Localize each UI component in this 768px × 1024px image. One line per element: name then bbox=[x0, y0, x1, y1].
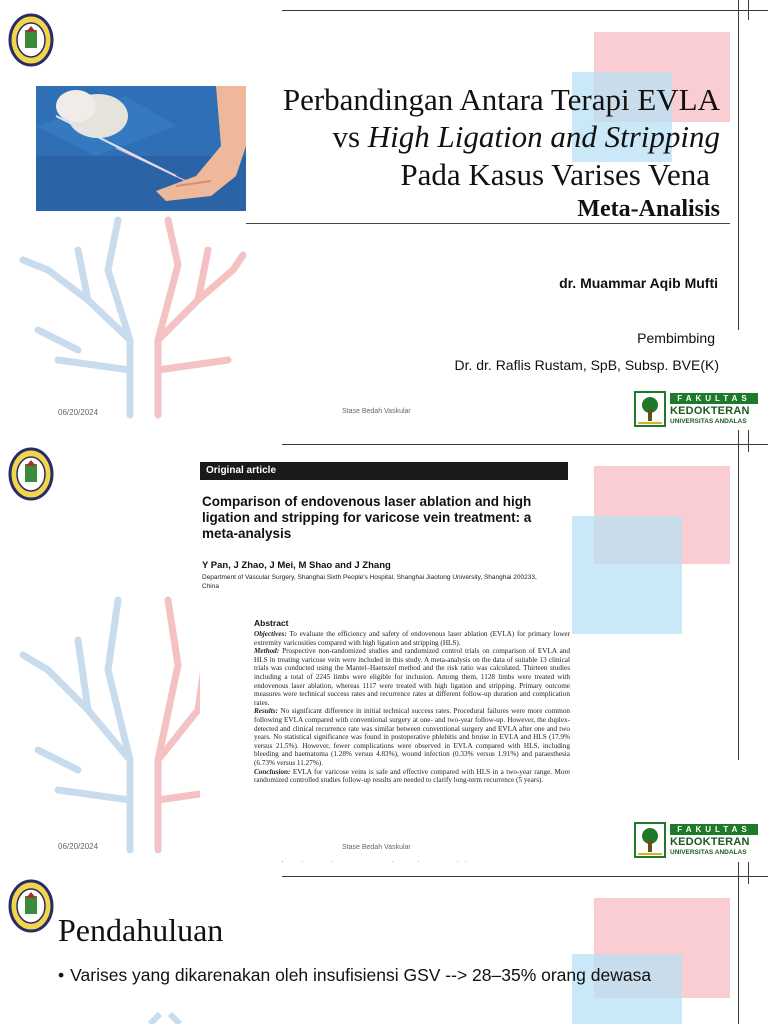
title-line-2-prefix: vs bbox=[332, 119, 368, 154]
decorative-squares bbox=[570, 464, 738, 642]
footer-text: Stase Bedah Vaskular bbox=[342, 844, 411, 851]
university-logo bbox=[8, 10, 54, 66]
conclusion-label: Conclusion: bbox=[254, 767, 291, 776]
title-line-2-italic: High Ligation and Stripping bbox=[367, 119, 720, 154]
title-line-3: Pada Kasus Varises Vena bbox=[400, 157, 710, 192]
university-logo bbox=[8, 444, 54, 500]
footer-date: 06/20/2024 bbox=[58, 408, 99, 417]
right-rule-short bbox=[748, 430, 749, 452]
badge-universitas: UNIVERSITAS ANDALAS bbox=[670, 418, 747, 425]
faculty-badge bbox=[634, 822, 760, 860]
right-rule bbox=[738, 862, 739, 1024]
top-rule bbox=[282, 876, 768, 877]
subtitle-rule bbox=[246, 223, 730, 224]
footer-date: 06/20/2024 bbox=[58, 842, 99, 851]
tree-decoration bbox=[18, 210, 243, 415]
slide-1[interactable] bbox=[0, 0, 768, 430]
abstract-objectives bbox=[254, 630, 570, 647]
badge-fakultas: FAKULTAS bbox=[670, 824, 758, 835]
footer-text: Stase Bedah Vaskular bbox=[342, 408, 411, 415]
objectives-text: To evaluate the efficiency and safety of endovenous laser ablation (EVLA) for primary lower extremity varicosities compared with high ligation and stripping (HLS). bbox=[254, 630, 570, 647]
abstract-block bbox=[254, 618, 570, 870]
top-rule bbox=[282, 10, 768, 11]
article-authors: Y Pan, J Zhao, J Mei, M Shao and J Zhang bbox=[202, 560, 391, 571]
results-label: Results: bbox=[254, 707, 278, 716]
faculty-badge bbox=[634, 391, 760, 429]
badge-fakultas: FAKULTAS bbox=[670, 393, 758, 404]
right-rule-short bbox=[748, 862, 749, 884]
objectives-label: Objectives: bbox=[254, 630, 287, 638]
bullet-item bbox=[58, 965, 651, 986]
badge-kedokteran: KEDOKTERAN bbox=[670, 836, 750, 848]
right-rule-short bbox=[748, 0, 749, 20]
bullet-text: Varises yang dikarenakan oleh insufisiensi GSV --> 28–35% orang dewasa bbox=[70, 965, 652, 985]
slide-title: Pendahuluan bbox=[58, 912, 224, 948]
supervisor-label: Pembimbing bbox=[637, 330, 715, 346]
presenter-name: dr. Muammar Aqib Mufti bbox=[559, 275, 718, 291]
top-rule bbox=[282, 444, 768, 445]
right-rule bbox=[738, 0, 739, 330]
abstract-heading: Abstract bbox=[254, 618, 289, 628]
results-text: No significant difference in initial technical success rates. Procedural failures were more common following EVLA compared with conventional surgery at one- and two-year follow-up. However, the duplex-detected and clinical recurrence rate was similar between conventional surgery and EVLA after one and two years. No statistical significance was found in postoperative phlebitis and bruise in EVLA and HLS (17.9% versus 21.5%). However, fewer complications were observed in EVLA compared with HLS, including bleeding and haematoma (1.28% versus 4.83%), wound infection (0.33% versus 1.91%) and paraesthesia (6.73% versus 11.27%). bbox=[254, 707, 571, 767]
title-line-1: Perbandingan Antara Terapi EVLA bbox=[282, 82, 720, 117]
article-screenshot bbox=[200, 460, 570, 855]
article-title: Comparison of endovenous laser ablation and high ligation and stripping for varicose vein treatment: a meta-analysis bbox=[202, 494, 532, 541]
method-text: Prospective non-randomized studies and randomized control trials on comparison of EVLA and HLS in treating varicose vein were included in this study. A meta-analysis on the data of suitable 13 clinical trials was conducted using the Mantel–Haenszel method and the risk ratio was calculated. Thirteen studies including a total of 2245 limbs were eligible for inclusion. Among them, 1128 limbs were treated with endovenous laser ablation, whereas 1117 were treated with high ligation and stripping. Primary outcome measures were technical success rates and recurrence rates at different follow-up duration and complication rates. bbox=[254, 647, 570, 707]
article-affiliation: Department of Vascular Surgery, Shanghai Sixth People's Hospital, Shanghai Jiaotong University, Shanghai 200233, China bbox=[202, 574, 537, 590]
subtitle: Meta-Analisis bbox=[577, 196, 720, 222]
bullet-dot-icon: • bbox=[58, 965, 65, 985]
decorative-squares bbox=[570, 896, 738, 1024]
supervisor-name: Dr. dr. Raflis Rustam, SpB, Subsp. BVE(K) bbox=[454, 357, 719, 373]
method-label: Method: bbox=[254, 647, 280, 656]
title-line-2 bbox=[332, 119, 720, 155]
abstract-conclusion bbox=[254, 768, 570, 785]
badge-kedokteran: KEDOKTERAN bbox=[670, 405, 750, 417]
conclusion-text: EVLA for varicose veins is safe and effective compared with HLS in a two-year range. More randomized controlled studies follow-up results are needed to clarify long-term recurrence (5 years). bbox=[254, 767, 571, 785]
faculty-emblem-icon bbox=[634, 822, 666, 858]
article-label: Original article bbox=[200, 462, 568, 480]
abstract-results bbox=[254, 707, 570, 767]
tree-decoration-top bbox=[140, 1012, 200, 1024]
slide-3[interactable] bbox=[0, 862, 768, 1024]
university-logo bbox=[8, 876, 54, 932]
right-rule bbox=[738, 430, 739, 760]
abstract-method bbox=[254, 647, 570, 707]
faculty-emblem-icon bbox=[634, 391, 666, 427]
badge-universitas: UNIVERSITAS ANDALAS bbox=[670, 849, 747, 856]
slide-2[interactable] bbox=[0, 430, 768, 860]
varicose-treatment-photo bbox=[36, 86, 246, 211]
